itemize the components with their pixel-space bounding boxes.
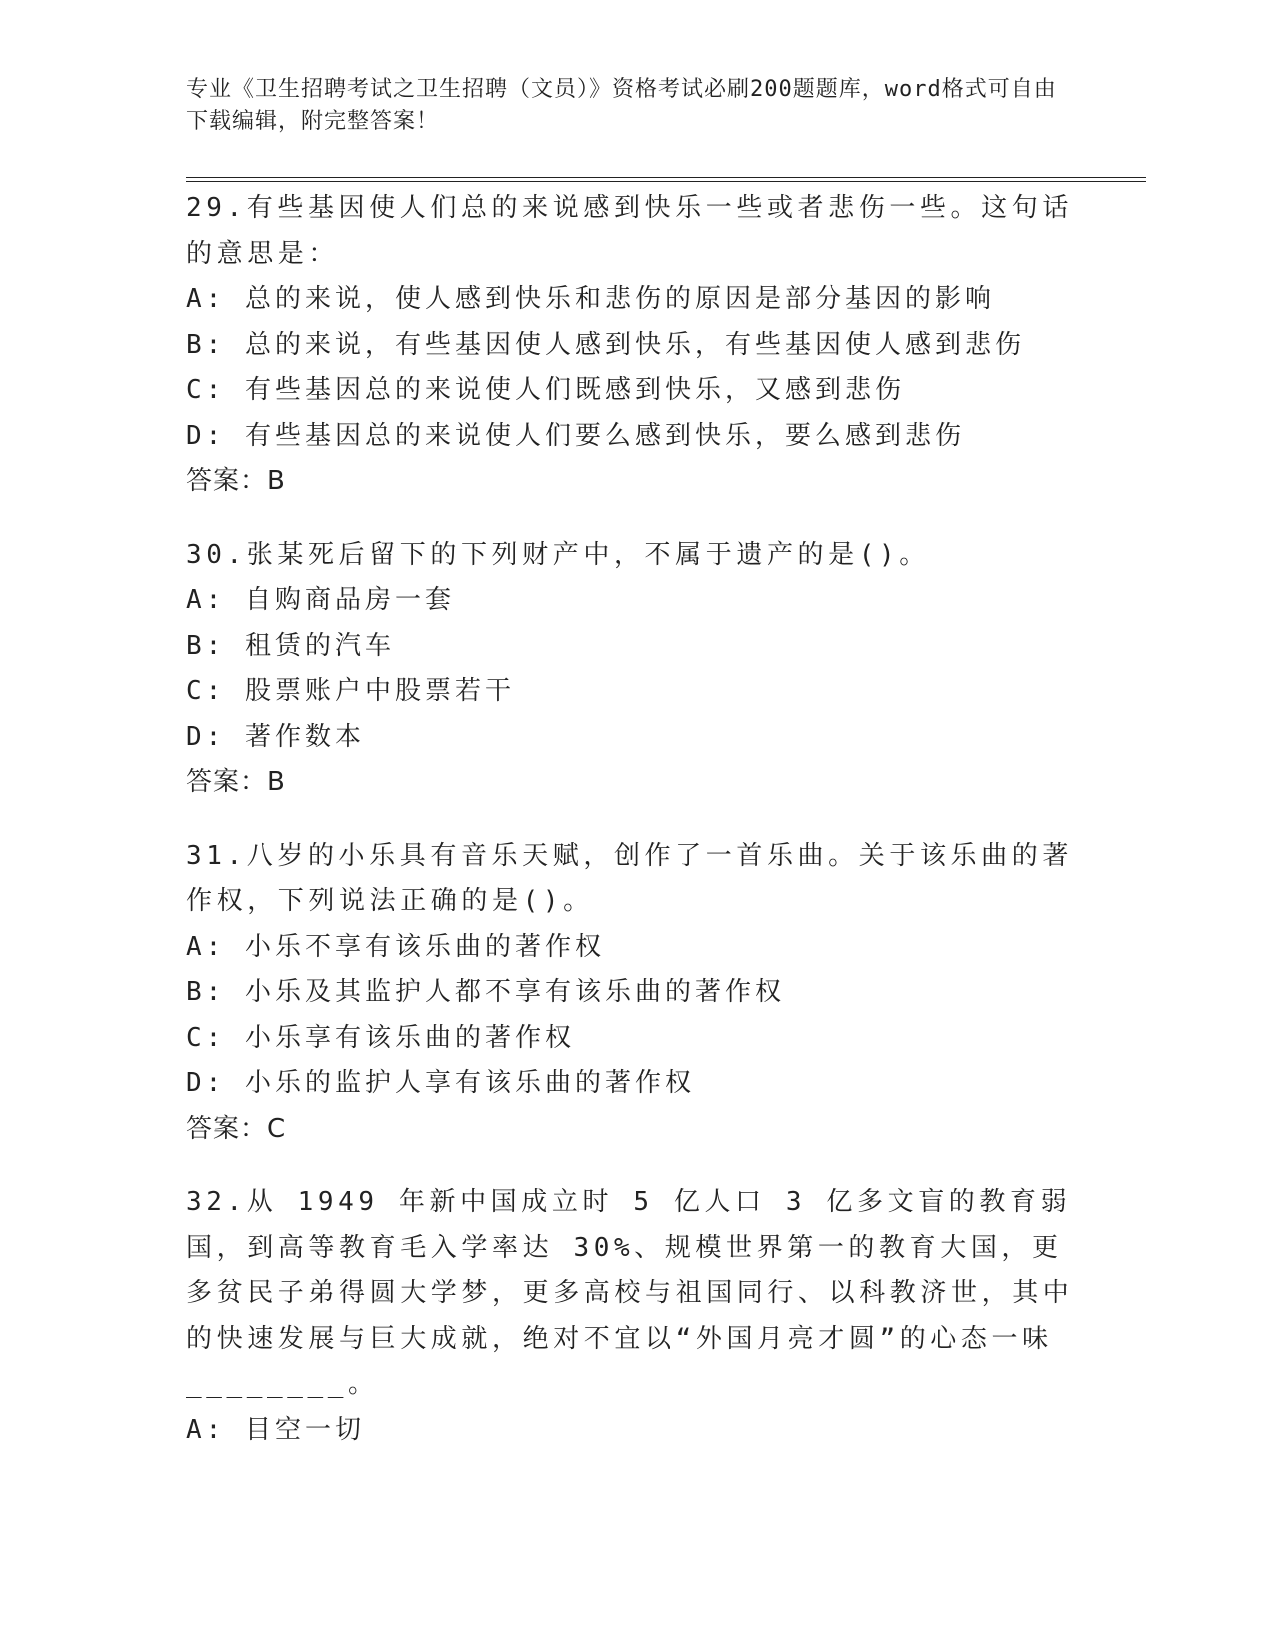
option-b: B: 小乐及其监护人都不享有该乐曲的著作权: [186, 977, 785, 1007]
option-a: A: 总的来说，使人感到快乐和悲伤的原因是部分基因的影响: [186, 284, 995, 314]
option-a: A: 目空一切: [186, 1414, 365, 1445]
question-stem: 29.有些基因使人们总的来说感到快乐一些或者悲伤一些。这句话的意思是：: [186, 193, 1073, 269]
option-c: C: 小乐享有该乐曲的著作权: [186, 1022, 575, 1053]
question-32: [186, 1180, 1086, 1453]
option-b: B: 租赁的汽车: [186, 630, 395, 661]
question-stem: 31.八岁的小乐具有音乐天赋，创作了一首乐曲。关于该乐曲的著作权，下列说法正确的是()。: [186, 840, 1073, 916]
option-c: C: 有些基因总的来说使人们既感到快乐，又感到悲伤: [186, 375, 905, 405]
option-d: D: 有些基因总的来说使人们要么感到快乐，要么感到悲伤: [186, 420, 965, 451]
header-rule-bottom: [186, 181, 1146, 182]
question-list: [186, 186, 1086, 1481]
answer: 答案：B: [186, 466, 286, 496]
question-30: [186, 533, 1086, 806]
question-stem: 32.从 1949 年新中国成立时 5 亿人口 3 亿多文盲的教育弱国，到高等教育毛入学率达 30%、规模世界第一的教育大国，更多贫民子弟得圆大学梦，更多高校与祖国同行、以科教济世，其中的快速发展与巨大成就，绝对不宜以“外国月亮才圆”的心态一味________。: [186, 1187, 1074, 1399]
header-text: 专业《卫生招聘考试之卫生招聘（文员）》资格考试必刷200题题库，word格式可自由下载编辑，附完整答案！: [186, 77, 1057, 134]
document-header: [186, 74, 1066, 138]
answer: 答案：C: [186, 1113, 287, 1144]
option-d: D: 著作数本: [186, 721, 365, 752]
option-d: D: 小乐的监护人享有该乐曲的著作权: [186, 1068, 695, 1098]
option-a: A: 自购商品房一套: [186, 585, 455, 615]
question-stem: 30.张某死后留下的下列财产中，不属于遗产的是()。: [186, 539, 930, 570]
question-29: [186, 186, 1086, 505]
option-a: A: 小乐不享有该乐曲的著作权: [186, 931, 605, 962]
option-c: C: 股票账户中股票若干: [186, 676, 515, 706]
option-b: B: 总的来说，有些基因使人感到快乐，有些基因使人感到悲伤: [186, 329, 1025, 360]
header-rule-top: [186, 177, 1146, 178]
answer: 答案：B: [186, 767, 286, 797]
question-31: [186, 834, 1086, 1153]
